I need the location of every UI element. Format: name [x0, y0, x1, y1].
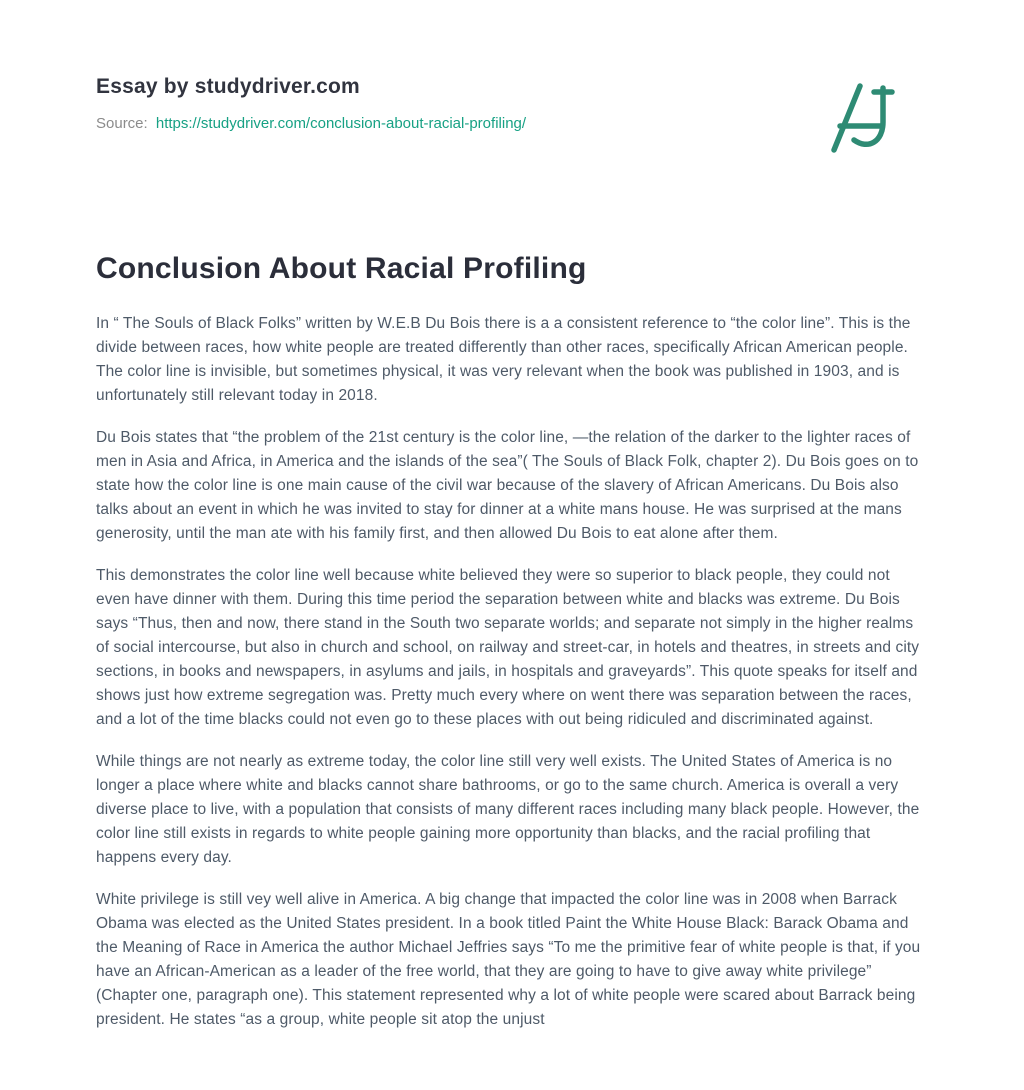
essay-byline: Essay by studydriver.com	[96, 75, 360, 98]
source-line	[96, 115, 928, 132]
essay-paragraph: White privilege is still vey well alive in America. A big change that impacted the color line was in 2008 when Barrack Obama was elected as the United States president. In a book titled Paint the White House Black: Barack Obama and the Meaning of Race in America the author Michael Jeffries says “To me the primitive fear of white people is that, if you have an African-American as a leader of the free world, that they are going to have to give away white privilege” (Chapter one, paragraph one). This statement represented why a lot of white people were scared about Barrack being president. He states “as a group, white people sit atop the unjust	[96, 891, 921, 1028]
source-label: Source:	[96, 115, 148, 132]
essay-body	[96, 312, 928, 1032]
essay-paragraph: Du Bois states that “the problem of the 21st century is the color line, —the relation of the darker to the lighter races of men in Asia and Africa, in America and the islands of the sea”( The Souls of Black Folk, chapter 2). Du Bois goes on to state how the color line is one main cause of the civil war because of the slavery of African Americans. Du Bois also talks about an event in which he was invited to stay for dinner at a white mans house. He was surprised at the mans generosity, until the man ate with his family first, and then allowed Du Bois to eat alone after them.	[96, 429, 919, 542]
essay-paragraph: This demonstrates the color line well because white believed they were so superior to black people, they could not even have dinner with them. During this time period the separation between white and blacks was extreme. Du Bois says “Thus, then and now, there stand in the South two separate worlds; and separate not simply in the higher realms of social intercourse, but also in church and school, on railway and street-car, in hotels and theatres, in streets and city sections, in books and newspapers, in asylums and jails, in hospitals and graveyards”. This quote speaks for itself and shows just how extreme segregation was. Pretty much every where on went there was separation between the races, and a lot of the time blacks could not even go to these places with out being ridiculed and discriminated against.	[96, 567, 920, 728]
source-url-link[interactable]: https://studydriver.com/conclusion-about-racial-profiling/	[155, 115, 527, 132]
essay-title: Conclusion About Racial Profiling	[96, 252, 587, 285]
studydriver-logo-icon	[826, 76, 898, 164]
essay-paragraph: While things are not nearly as extreme today, the color line still very well exists. The United States of America is no longer a place where white and blacks cannot share bathrooms, or go to the same church. America is overall a very diverse place to live, with a population that consists of many different races including many black people. However, the color line still exists in regards to white people gaining more opportunity than blacks, and the racial profiling that happens every day.	[96, 753, 920, 866]
essay-paragraph: In “ The Souls of Black Folks” written by W.E.B Du Bois there is a a consistent reference to “the color line”. This is the divide between races, how white people are treated differently than other races, specifically African American people. The color line is invisible, but sometimes physical, it was very relevant when the book was published in 1903, and is unfortunately still relevant today in 2018.	[96, 315, 911, 404]
